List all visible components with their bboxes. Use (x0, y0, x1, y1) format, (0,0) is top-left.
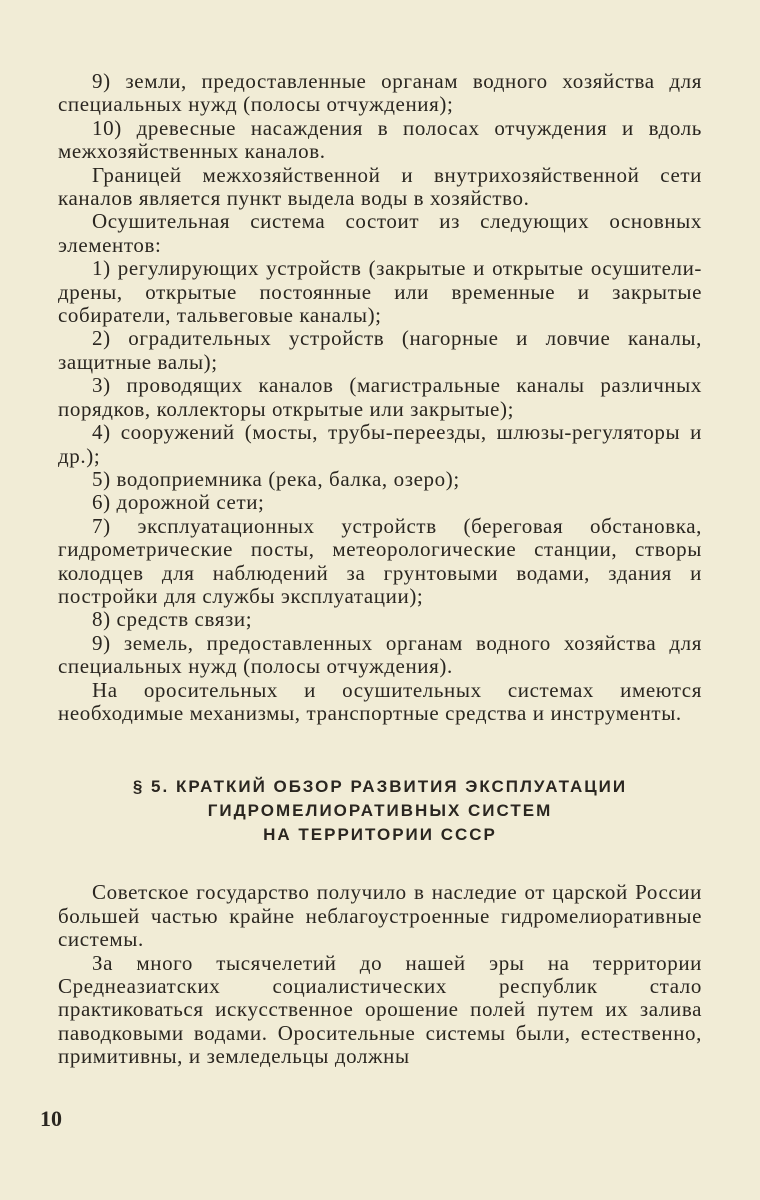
paragraph: На оросительных и осушительных системах имеются необходимые механизмы, транспортные средства и инструменты. (58, 677, 702, 725)
paragraph: 9) земель, предоставленных органам водного хозяйства для специальных нужд (полосы отчуждения). (58, 630, 702, 679)
paragraph: 9) земли, предоставленные органам водного хозяйства для специальных нужд (полосы отчуждения); (58, 69, 702, 117)
section-heading-line: ГИДРОМЕЛИОРАТИВНЫХ СИСТЕМ (207, 801, 553, 821)
paragraph: 6) дорожной сети; (92, 490, 265, 515)
paragraph: 5) водоприемника (река, балка, озеро); (92, 466, 460, 491)
paragraph: 4) сооружений (мосты, трубы-переезды, шлюзы-регуляторы и др.); (58, 420, 702, 468)
paragraph: 3) проводящих каналов (магистральные каналы различных порядков, коллекторы открытые или закрытые); (58, 373, 702, 421)
paragraph: 8) средств связи; (92, 607, 253, 632)
paragraph: 7) эксплуатационных устройств (береговая обстановка, гидрометрические посты, метеорологические станции, створы колодцев для наблюдений за грунтовыми водами, здания и постройки для службы эксплуатации); (58, 513, 702, 608)
page-number: 10 (40, 1106, 62, 1131)
text-block-bottom (58, 881, 702, 1068)
paragraph: 1) регулирующих устройств (закрытые и открытые осушители-дрены, открытые постоянные или временные и закрытые собиратели, тальвеговые каналы); (58, 256, 702, 328)
paragraph: Советское государство получило в наследие от царской России большей частью крайне неблагоустроенные гидромелиоративные системы. (58, 880, 702, 952)
section-heading-line: НА ТЕРРИТОРИИ СССР (263, 825, 497, 845)
paragraph: За много тысячелетий до нашей эры на территории Среднеазиатских социалистических республик стало практиковаться искусственное орошение полей путем их залива паводковыми водами. Оросительные системы были, естественно, примитивны, и земледельцы должны (58, 950, 702, 1069)
section-heading (58, 775, 702, 847)
paragraph: Границей межхозяйственной и внутрихозяйственной сети каналов является пункт выдела воды в хозяйство. (58, 162, 702, 211)
paragraph: Осушительная система состоит из следующих основных элементов: (58, 209, 702, 257)
paragraph: 10) древесные насаждения в полосах отчуждения и вдоль межхозяйственных каналов. (58, 115, 702, 164)
section-heading-line: § 5. КРАТКИЙ ОБЗОР РАЗВИТИЯ ЭКСПЛУАТАЦИИ (132, 777, 628, 797)
text-block-top (58, 70, 702, 725)
paragraph: 2) оградительных устройств (нагорные и ловчие каналы, защитные валы); (58, 326, 702, 374)
